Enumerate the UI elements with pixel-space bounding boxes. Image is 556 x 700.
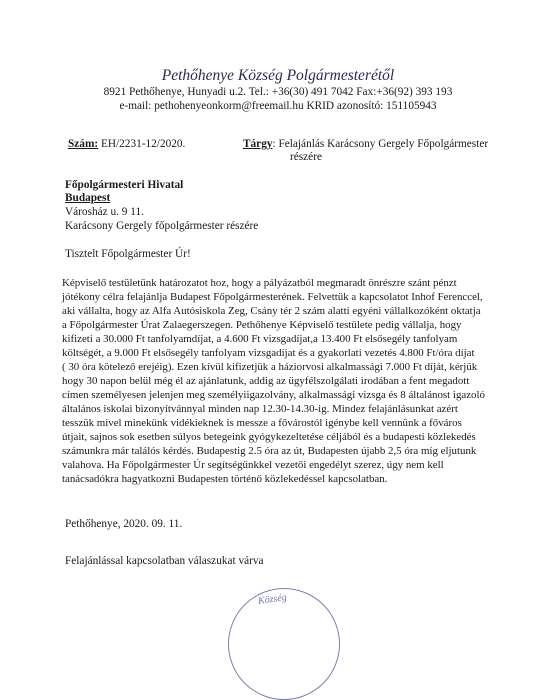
recipient-attention: Karácsony Gergely főpolgármester részére <box>65 220 259 232</box>
body-line: aki vállalta, hogy az Alfa Autósiskola Zeg, Csány tér 2 szám alatti egyéni vállalkozóként oktatja <box>62 305 481 317</box>
letterhead-title: Pethőhenye Község Polgármesterétől <box>161 67 395 84</box>
letterhead-contact: 8921 Pethőhenye, Hunyadi u.2. Tel.: +36(30) 491 7042 Fax:+36(92) 393 193 <box>103 86 453 98</box>
body-line: hogy 30 napon belül még él az ajánlatunk, addig az ügyfélszolgálati irodában a fent megadott <box>62 375 470 387</box>
number-label: Szám: <box>68 138 99 150</box>
body-line: címen személyesen jelenjen meg személyiigazolvány, alkalmassági vizsga és 8 általánost igazoló <box>62 389 485 401</box>
letterhead-email: e-mail: pethohenyeonkorm@freemail.hu KRID azonosító: 151105943 <box>119 100 437 112</box>
body-line: költségét, a 9.000 Ft elsősegély tanfolyam vizsgadíjat és a gyakorlati vezetés 4.800 Ft/óra díjat <box>62 347 475 359</box>
salutation: Tisztelt Főpolgármester Úr! <box>65 248 191 260</box>
body-line: tanácsadókra hagyatkozni Budapesten történő közlekedéssel kapcsolatban. <box>62 473 388 485</box>
recipient-street: Városház u. 9 11. <box>65 206 144 218</box>
reference-number <box>68 138 185 150</box>
body-line: valahova. Ha Főpolgármester Úr segítségünkkel vezetői engedélyt szerez, úgy nem kell <box>62 459 444 471</box>
body-line: tesszük mivel minekünk vidékieknek is messze a fővárostól igénybe kell vennünk a főváros <box>62 417 462 429</box>
body-line: jótékony célra felajánlja Budapest Főpolgármesterének. Felvettük a kapcsolatot Inhof Ferenccel, <box>62 291 483 303</box>
recipient-office: Főpolgármesteri Hivatal <box>65 179 184 191</box>
body-line: a Főpolgármester Úrat Zalaegerszegen. Pethőhenye Képviselő testülete pedig vállalja, hogy <box>62 319 462 331</box>
body-line: számunkra már találós kérdés. Budapestig 2.5 óra az út, Budapesten újabb 2,5 óra míg eljutunk <box>62 445 477 457</box>
number-value: EH/2231-12/2020. <box>98 138 186 150</box>
stamp-ring <box>228 588 340 700</box>
subject-label: Tárgy <box>243 138 273 150</box>
body-line: ( 30 óra kötelező erejéig). Ezen kívül kifizetjük a háziorvosi alkalmassági 7.000 Ft díját, kérjük <box>62 361 478 373</box>
body-line: általános iskolai bizonyítvánnyal minden nap 12.30-14.30-ig. Mindez felajánlásunkat azért <box>62 403 458 415</box>
date-line: Pethőhenye, 2020. 09. 11. <box>65 518 183 530</box>
body-line: Képviselő testületünk határozatot hoz, hogy a pályázatból megmaradt önrészre szánt pénzt <box>62 277 457 289</box>
subject-continuation: részére <box>290 151 322 163</box>
body-line: kifizeti a 30.000 Ft tanfolyamdíjat, a 4.600 Ft vizsgadíjat,a 13.400 Ft elsősegély tanfolyam <box>62 333 458 345</box>
body-line: útjait, sajnos sok esetben súlyos betegeink gyógykezeltetése céljából és a budapesti közlekedés <box>62 431 476 443</box>
subject-line <box>243 138 488 150</box>
stamp-text: Község <box>257 592 288 607</box>
recipient-city: Budapest <box>65 192 111 204</box>
subject-value: : Felajánlás Karácsony Gergely Főpolgármester <box>272 138 489 150</box>
official-stamp <box>228 588 348 648</box>
closing-line: Felajánlással kapcsolatban válaszukat várva <box>65 555 264 567</box>
